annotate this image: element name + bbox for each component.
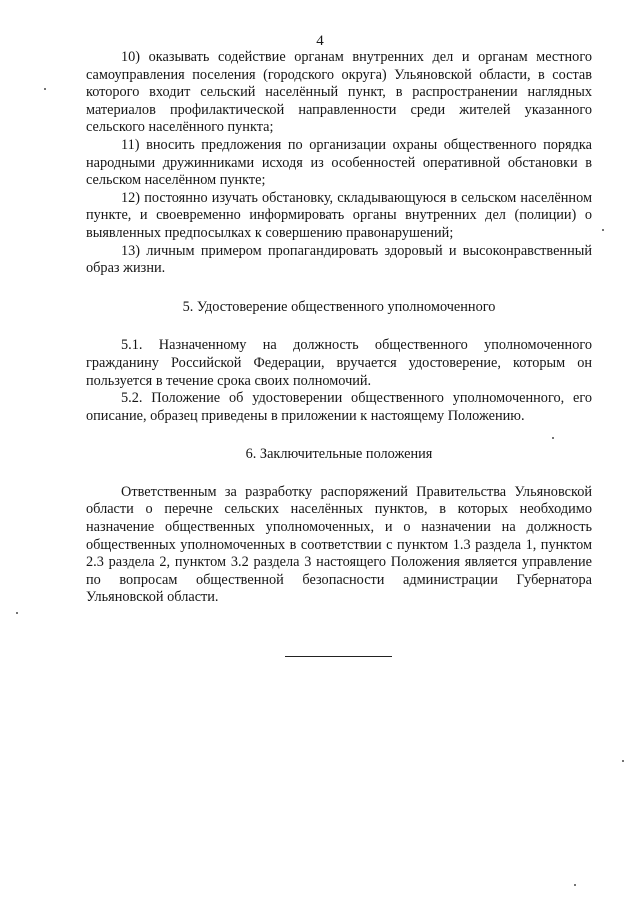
list-item-10: 10) оказывать содействие органам внутренних дел и органам местного самоуправления поселения (городского округа) Ульяновской области, в состав которого входит сельский населённый пункт, в распространении наглядных материалов профилактической направленности среди жителей указанного сельского населённого пункта;	[86, 49, 592, 136]
section-5-title: 5. Удостоверение общественного уполномоченного	[182, 298, 496, 315]
closing-paragraph: Ответственным за разработку распоряжений Правительства Ульяновской области о перечне сельских населённых пунктов, в которых необходимо назначение общественных уполномоченных, и о назначении на должность общественных уполномоченных в соответствии с пунктом 1.3 раздела 1, пунктом 2.3 раздела 2, пунктом 3.2 раздела 3 настоящего Положения является управление по вопросам общественной безопасности администрации Губернатора Ульяновской области.	[86, 483, 592, 606]
section-6-title: 6. Заключительные положения	[245, 446, 433, 463]
list-item-12: 12) постоянно изучать обстановку, складывающуюся в сельском населённом пункте, и своевременно информировать органы внутренних дел (полиции) о выявленных предпосылках к совершению правонарушений;	[86, 189, 592, 241]
scan-speck	[622, 760, 624, 762]
paragraph-5-2: 5.2. Положение об удостоверении общественного уполномоченного, его описание, образец приведены в приложении к настоящему Положению.	[86, 390, 592, 424]
scan-speck	[574, 884, 576, 886]
list-item-13: 13) личным примером пропагандировать здоровый и высоконравственный образ жизни.	[86, 242, 592, 277]
scan-speck	[44, 88, 46, 90]
page-number: 4	[316, 33, 324, 49]
document-body	[86, 49, 592, 607]
paragraph-5-1: 5.1. Назначенному на должность общественного уполномоченного гражданину Российской Федерации, вручается удостоверение, которым он пользуется в течение срока своих полномочий.	[86, 337, 592, 389]
list-item-11: 11) вносить предложения по организации охраны общественного порядка народными дружинниками исходя из особенностей оперативной обстановки в сельском населённом пункте;	[86, 136, 592, 189]
closing-divider	[285, 656, 392, 657]
scan-speck	[552, 437, 554, 439]
scan-speck	[602, 229, 604, 231]
scan-speck	[16, 612, 18, 614]
